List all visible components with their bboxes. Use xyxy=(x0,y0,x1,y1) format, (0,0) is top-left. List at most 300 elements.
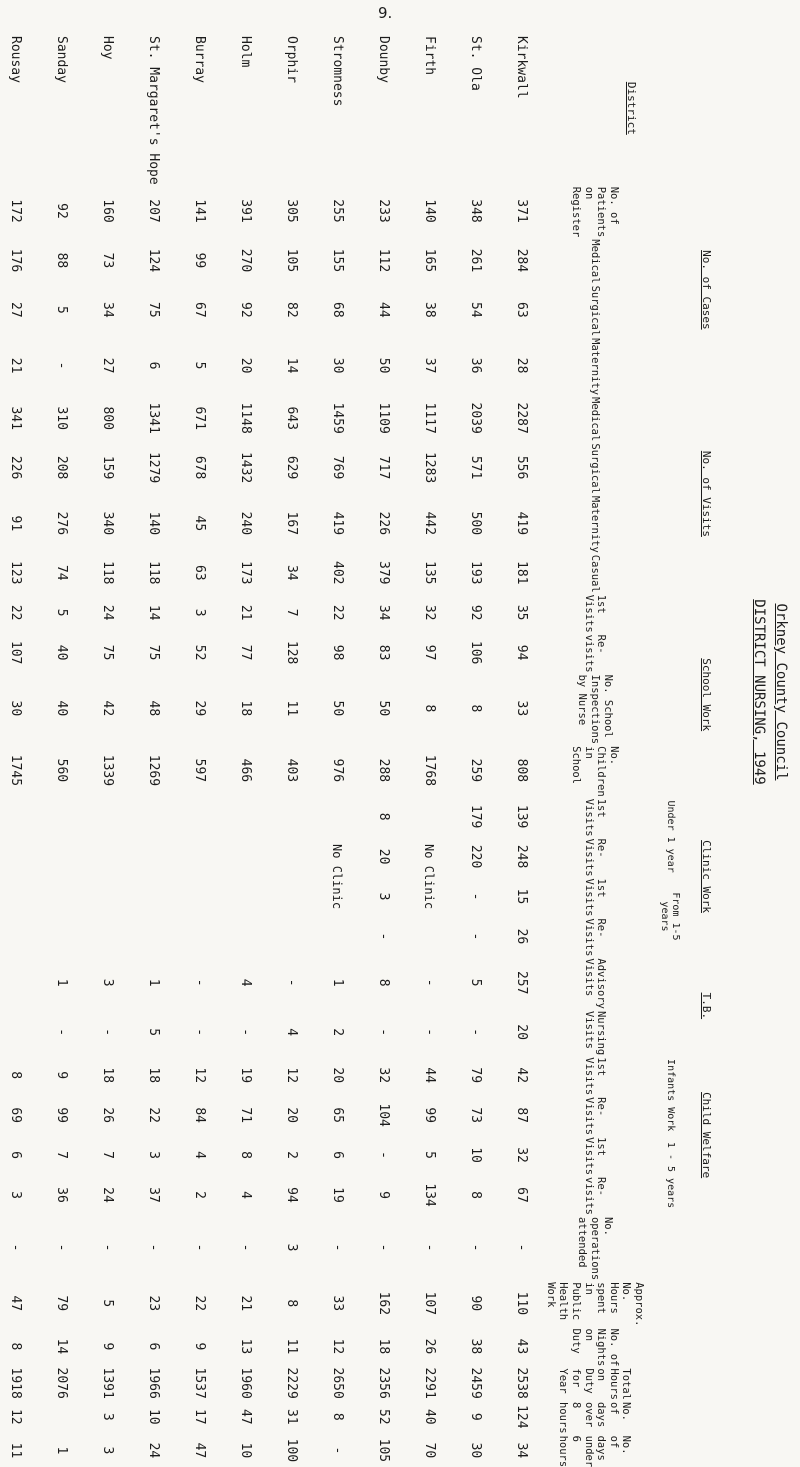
table-cell: 8 xyxy=(375,978,391,987)
table-cell: - xyxy=(375,1028,391,1037)
table-cell: 128 xyxy=(283,640,299,665)
table-cell: 10 xyxy=(237,1442,253,1459)
table-cell: - xyxy=(53,1028,69,1037)
table-row xyxy=(406,32,452,1467)
table-cell: 40 xyxy=(53,700,69,717)
table-cell xyxy=(222,837,268,877)
table-cell: 139 xyxy=(513,804,529,829)
column-header: Surgical xyxy=(588,443,601,494)
table-cell: 1391 xyxy=(99,1367,115,1399)
table-cell: 94 xyxy=(513,644,529,661)
table-cell: 24 xyxy=(99,604,115,621)
table-cell: 47 xyxy=(237,1408,253,1425)
table-cell: 30 xyxy=(329,357,345,374)
table-cell: - xyxy=(375,932,391,941)
column-header: Re-Visits xyxy=(582,918,608,957)
table-cell: 2287 xyxy=(513,402,529,434)
table-cell: 717 xyxy=(375,455,391,480)
table-cell: 4 xyxy=(191,1151,207,1159)
table-cell: 220 xyxy=(467,844,483,869)
table-cell: 124 xyxy=(145,248,161,273)
table-cell: - xyxy=(283,978,299,987)
table-cell: 105 xyxy=(283,248,299,273)
table-cell: 47 xyxy=(191,1442,207,1459)
district-nursing-table xyxy=(0,32,719,1467)
table-cell: 176 xyxy=(7,248,23,273)
column-header: Nursing Visits xyxy=(582,1010,608,1056)
table-row xyxy=(268,32,314,1467)
table-cell: 419 xyxy=(513,511,529,536)
district-name: St. Ola xyxy=(467,36,483,91)
table-cell: 2229 xyxy=(283,1367,299,1399)
table-cell: 162 xyxy=(375,1291,391,1316)
table-cell: 67 xyxy=(513,1187,529,1203)
table-cell: 24 xyxy=(145,1442,161,1459)
table-cell: 19 xyxy=(329,1187,345,1203)
table-cell: 167 xyxy=(283,511,299,536)
table-cell: - xyxy=(329,1243,345,1252)
table-cell: 107 xyxy=(7,640,23,665)
column-header: 1st Visits xyxy=(582,1057,608,1096)
table-cell: 8 xyxy=(7,1342,23,1351)
column-header: Total Hours on Duty for Year xyxy=(557,1368,633,1400)
table-cell: 8 xyxy=(237,1151,253,1159)
table-cell: 12 xyxy=(191,1067,207,1084)
child-1-to-5-subheader: 1 - 5 years xyxy=(664,1141,676,1209)
table-cell: 629 xyxy=(283,455,299,480)
table-cell: - xyxy=(375,1151,391,1159)
table-cell: 7 xyxy=(283,608,299,617)
table-cell: 2650 xyxy=(329,1367,345,1399)
table-cell: 35 xyxy=(513,604,529,621)
table-cell: 9 xyxy=(191,1342,207,1351)
table-cell: 9 xyxy=(375,1191,391,1199)
table-cell: 54 xyxy=(467,302,483,318)
table-cell: 173 xyxy=(237,561,253,585)
table-cell: 26 xyxy=(99,1107,115,1123)
table-cell: 1745 xyxy=(7,754,23,787)
table-cell: 141 xyxy=(191,199,207,223)
table-cell: 47 xyxy=(7,1295,23,1312)
table-cell xyxy=(38,797,84,837)
table-row xyxy=(222,32,268,1467)
table-cell: 276 xyxy=(53,511,69,536)
table-cell: 500 xyxy=(467,511,483,536)
district-name: St. Margaret's Hope xyxy=(145,36,161,185)
table-cell xyxy=(0,837,38,877)
table-cell: 5 xyxy=(99,1299,115,1308)
table-cell: 27 xyxy=(7,302,23,318)
table-cell: 52 xyxy=(375,1408,391,1425)
infants-work-subheader: Infants Work xyxy=(664,1059,676,1132)
report-title: DISTRICT NURSING, 1949 xyxy=(751,599,767,785)
column-header: 1st Visits xyxy=(582,878,608,917)
table-cell: - xyxy=(7,1243,23,1252)
table-cell: 208 xyxy=(53,455,69,480)
table-cell: 4 xyxy=(237,1191,253,1199)
table-cell: 1283 xyxy=(421,451,437,484)
district-name: Kirkwall xyxy=(513,36,529,99)
table-row xyxy=(130,32,176,1467)
table-cell: 226 xyxy=(375,511,391,536)
blank-group-header xyxy=(695,1215,719,1467)
table-cell: 75 xyxy=(145,644,161,661)
column-header: No. Children in School xyxy=(570,746,620,797)
table-cell: 7 xyxy=(99,1151,115,1159)
table-cell: 27 xyxy=(99,357,115,374)
table-row xyxy=(176,32,222,1467)
tb-group-header: T.B. xyxy=(700,992,714,1020)
table-cell: 442 xyxy=(421,511,437,536)
table-cell xyxy=(222,797,268,837)
table-cell: 3 xyxy=(375,892,391,901)
table-cell: - xyxy=(467,1243,483,1252)
district-name: Dounby xyxy=(375,36,391,83)
table-cell: - xyxy=(467,1028,483,1037)
table-cell: 1918 xyxy=(7,1367,23,1399)
table-cell: 226 xyxy=(7,455,23,480)
table-cell xyxy=(176,797,222,837)
table-cell: 240 xyxy=(237,511,253,536)
table-cell: 4 xyxy=(283,1028,299,1037)
table-cell: 1 xyxy=(145,978,161,987)
table-cell: 179 xyxy=(467,804,483,829)
table-cell: 84 xyxy=(191,1107,207,1123)
table-cell: 34 xyxy=(375,604,391,621)
table-cell: 37 xyxy=(145,1187,161,1203)
table-cell: 2291 xyxy=(421,1367,437,1399)
table-cell: 22 xyxy=(7,604,23,621)
table-cell: 79 xyxy=(53,1295,69,1312)
district-name: Sanday xyxy=(53,36,69,83)
table-cell: 52 xyxy=(191,644,207,661)
table-cell: - xyxy=(375,1243,391,1252)
table-cell xyxy=(0,956,38,1009)
column-header: Approx. No. Hours spent in Public Health Work xyxy=(544,1282,645,1327)
table-cell: 18 xyxy=(375,1338,391,1355)
table-cell: 140 xyxy=(145,511,161,536)
table-cell: 1279 xyxy=(145,451,161,484)
table-cell: 155 xyxy=(329,248,345,273)
table-cell: 5 xyxy=(53,305,69,314)
table-cell: 5 xyxy=(191,361,207,370)
table-cell: 8 xyxy=(329,1412,345,1421)
table-cell: - xyxy=(329,1446,345,1455)
tb-spacer-subheader xyxy=(645,956,695,1055)
table-cell: 107 xyxy=(421,1291,437,1316)
table-cell: 97 xyxy=(421,644,437,661)
district-name: Burray xyxy=(191,36,207,83)
table-cell: - xyxy=(53,361,69,370)
table-cell: 21 xyxy=(237,1295,253,1312)
table-cell: 9 xyxy=(99,1342,115,1351)
table-cell: 3 xyxy=(145,1151,161,1159)
table-cell: 90 xyxy=(467,1295,483,1312)
table-cell: 233 xyxy=(375,199,391,223)
table-cell: 50 xyxy=(375,700,391,717)
table-cell: 1966 xyxy=(145,1367,161,1399)
table-cell: 123 xyxy=(7,561,23,585)
table-cell: 2 xyxy=(329,1028,345,1037)
table-cell: 44 xyxy=(421,1067,437,1084)
table-cell: 3 xyxy=(191,608,207,617)
table-cell: 32 xyxy=(421,604,437,621)
table-cell: - xyxy=(513,1243,529,1252)
table-cell: 68 xyxy=(329,302,345,318)
table-cell: 248 xyxy=(513,844,529,869)
table-cell xyxy=(0,916,38,956)
table-row xyxy=(360,32,406,1467)
table-cell: 91 xyxy=(7,515,23,532)
table-cell xyxy=(0,1009,38,1055)
table-cell: 5 xyxy=(467,978,483,987)
cases-group-header: No. of Cases xyxy=(700,250,714,330)
table-cell: 13 xyxy=(237,1338,253,1355)
table-cell: 207 xyxy=(145,199,161,223)
table-cell: 31 xyxy=(283,1408,299,1425)
table-cell: 10 xyxy=(467,1147,483,1163)
page-number: 9. xyxy=(378,4,393,22)
table-cell: 340 xyxy=(99,511,115,536)
table-cell: 26 xyxy=(421,1338,437,1355)
table-cell: 38 xyxy=(421,302,437,318)
table-cell: 50 xyxy=(375,357,391,374)
table-cell: 1269 xyxy=(145,754,161,787)
table-cell: - xyxy=(237,1243,253,1252)
table-cell: 42 xyxy=(99,700,115,717)
district-header: District xyxy=(625,81,639,135)
table-cell: 124 xyxy=(513,1405,529,1429)
table-cell: - xyxy=(237,1028,253,1037)
table-cell: - xyxy=(191,978,207,987)
table-cell: - xyxy=(99,1028,115,1037)
table-cell xyxy=(38,916,84,956)
table-cell: 808 xyxy=(513,758,529,783)
table-cell: - xyxy=(99,1243,115,1252)
table-cell: 99 xyxy=(53,1107,69,1123)
table-cell: 74 xyxy=(53,564,69,581)
table-cell: 26 xyxy=(513,928,529,945)
clinic-under-1-subheader: Under 1 year xyxy=(664,800,676,873)
table-cell: 34 xyxy=(99,302,115,318)
table-cell: 1109 xyxy=(375,402,391,434)
table-cell: 22 xyxy=(145,1107,161,1123)
table-cell: 21 xyxy=(237,604,253,621)
table-cell: 32 xyxy=(513,1147,529,1163)
table-cell: 110 xyxy=(513,1291,529,1316)
table-cell: 257 xyxy=(513,970,529,995)
district-name: Orphir xyxy=(283,36,299,83)
table-cell: 29 xyxy=(191,700,207,717)
column-header: No. School Inspections by Nurse xyxy=(576,674,614,745)
table-row xyxy=(38,32,84,1467)
table-cell: 24 xyxy=(99,1187,115,1203)
table-cell: 12 xyxy=(329,1338,345,1355)
table-cell: - xyxy=(421,1243,437,1252)
column-header: 1st Visits xyxy=(582,594,608,633)
table-cell: 1117 xyxy=(421,402,437,434)
table-cell xyxy=(38,837,84,877)
table-cell xyxy=(176,916,222,956)
table-cell: 14 xyxy=(145,604,161,621)
table-cell: 15 xyxy=(513,888,529,905)
table-cell: 22 xyxy=(191,1295,207,1312)
table-cell: 118 xyxy=(145,561,161,585)
rotated-sheet xyxy=(7,32,789,1467)
table-cell: 11 xyxy=(283,1338,299,1355)
table-cell: 769 xyxy=(329,455,345,480)
table-cell: 2 xyxy=(191,1191,207,1199)
table-cell: 73 xyxy=(467,1107,483,1123)
table-cell: 5 xyxy=(53,608,69,617)
table-cell xyxy=(176,837,222,877)
table-cell: 45 xyxy=(191,515,207,532)
table-cell: 5 xyxy=(421,1151,437,1159)
table-cell: 17 xyxy=(191,1408,207,1425)
table-cell: 2039 xyxy=(467,402,483,434)
table-cell: 1960 xyxy=(237,1367,253,1399)
table-cell: 284 xyxy=(513,248,529,273)
table-cell: - xyxy=(191,1028,207,1037)
table-cell: 1339 xyxy=(99,754,115,787)
table-cell: 30 xyxy=(7,700,23,717)
table-cell: 42 xyxy=(513,1067,529,1084)
table-cell: 193 xyxy=(467,561,483,585)
table-cell: 20 xyxy=(513,1024,529,1040)
table-cell: 21 xyxy=(7,357,23,374)
table-cell: 160 xyxy=(99,199,115,223)
table-cell: 75 xyxy=(145,302,161,318)
table-cell: 1341 xyxy=(145,402,161,434)
table-cell: 88 xyxy=(53,252,69,269)
table-cell: 112 xyxy=(375,248,391,273)
table-cell: 36 xyxy=(53,1187,69,1203)
table-cell: 3 xyxy=(99,1412,115,1421)
table-cell: 419 xyxy=(329,511,345,536)
table-cell xyxy=(0,797,38,837)
column-header: No. of days under 6 hours xyxy=(557,1435,633,1467)
column-header: Re-Visits xyxy=(582,1097,608,1136)
table-row xyxy=(452,32,498,1467)
table-cell: 71 xyxy=(237,1107,253,1123)
table-cell: 23 xyxy=(145,1295,161,1312)
table-cell: 159 xyxy=(99,455,115,480)
table-cell: 12 xyxy=(7,1408,23,1425)
table-cell: 7 xyxy=(53,1151,69,1159)
table-cell: 172 xyxy=(7,199,23,223)
table-cell xyxy=(84,916,130,956)
table-cell: 100 xyxy=(283,1438,299,1463)
table-cell: 4 xyxy=(237,978,253,987)
table-cell: 32 xyxy=(375,1067,391,1084)
council-heading: Orkney County Council xyxy=(773,603,789,781)
table-cell: 2459 xyxy=(467,1367,483,1399)
table-cell: 571 xyxy=(467,455,483,480)
column-header: No. of Nights on Duty xyxy=(570,1328,620,1367)
table-cell: 79 xyxy=(467,1067,483,1084)
table-cell: - xyxy=(53,1243,69,1252)
table-cell: 82 xyxy=(283,302,299,318)
table-cell: 3 xyxy=(99,978,115,987)
table-cell: 20 xyxy=(283,1107,299,1123)
table-cell: - xyxy=(421,1028,437,1037)
table-cell: 87 xyxy=(513,1107,529,1123)
table-cell: 83 xyxy=(375,644,391,661)
table-cell: 348 xyxy=(467,199,483,223)
table-cell: 106 xyxy=(467,640,483,665)
column-header: Re-Visits xyxy=(582,838,608,877)
table-row xyxy=(498,32,544,1467)
spacer-subheader xyxy=(645,185,695,797)
table-cell xyxy=(130,877,176,917)
clinic-work-group-header: Clinic Work xyxy=(700,840,714,913)
column-header: Casual xyxy=(588,554,601,593)
table-cell: 1 xyxy=(329,978,345,987)
table-cell: 466 xyxy=(237,758,253,783)
table-row xyxy=(314,32,360,1467)
table-cell: 2076 xyxy=(53,1367,69,1399)
table-cell: 98 xyxy=(329,644,345,661)
district-name: Hoy xyxy=(99,36,115,60)
table-cell xyxy=(176,877,222,917)
table-cell: 11 xyxy=(283,700,299,717)
table-cell xyxy=(84,877,130,917)
column-header: Medical xyxy=(588,239,601,284)
table-cell: 597 xyxy=(191,758,207,783)
table-cell: 643 xyxy=(283,406,299,430)
table-cell: 391 xyxy=(237,199,253,223)
table-cell: 20 xyxy=(237,357,253,374)
table-cell: 9 xyxy=(467,1412,483,1421)
table-cell xyxy=(38,877,84,917)
column-header: No. of days over 8 hours xyxy=(557,1401,633,1434)
table-cell: 1432 xyxy=(237,451,253,484)
school-work-group-header: School Work xyxy=(700,658,714,732)
table-cell: 165 xyxy=(421,248,437,273)
district-name: Rousay xyxy=(7,36,23,83)
column-header: Advisory Visits xyxy=(582,958,608,1009)
table-cell: 99 xyxy=(421,1107,437,1123)
table-cell: 371 xyxy=(513,199,529,223)
table-cell: 104 xyxy=(375,1103,391,1127)
table-cell: 12 xyxy=(283,1067,299,1084)
table-cell xyxy=(0,877,38,917)
table-cell: 8 xyxy=(375,812,391,821)
table-cell: 44 xyxy=(375,302,391,318)
table-cell: 20 xyxy=(375,848,391,865)
table-cell: 341 xyxy=(7,406,23,430)
table-cell: 8 xyxy=(421,704,437,713)
table-cell: 40 xyxy=(421,1408,437,1425)
column-header: Surgical xyxy=(588,285,601,337)
table-cell xyxy=(84,837,130,877)
table-cell: 99 xyxy=(191,252,207,269)
table-cell: 403 xyxy=(283,758,299,783)
district-name: Stromness xyxy=(329,36,345,107)
table-cell: 63 xyxy=(191,564,207,581)
table-cell: 50 xyxy=(329,700,345,717)
table-cell: - xyxy=(467,932,483,941)
column-header: Medical xyxy=(588,397,601,442)
table-cell xyxy=(268,877,314,917)
table-cell: 11 xyxy=(7,1442,23,1459)
table-cell: 34 xyxy=(283,564,299,581)
table-cell: 65 xyxy=(329,1107,345,1123)
table-cell: 43 xyxy=(513,1338,529,1355)
table-cell xyxy=(222,916,268,956)
table-cell: 10 xyxy=(145,1408,161,1425)
table-cell: 40 xyxy=(53,644,69,661)
